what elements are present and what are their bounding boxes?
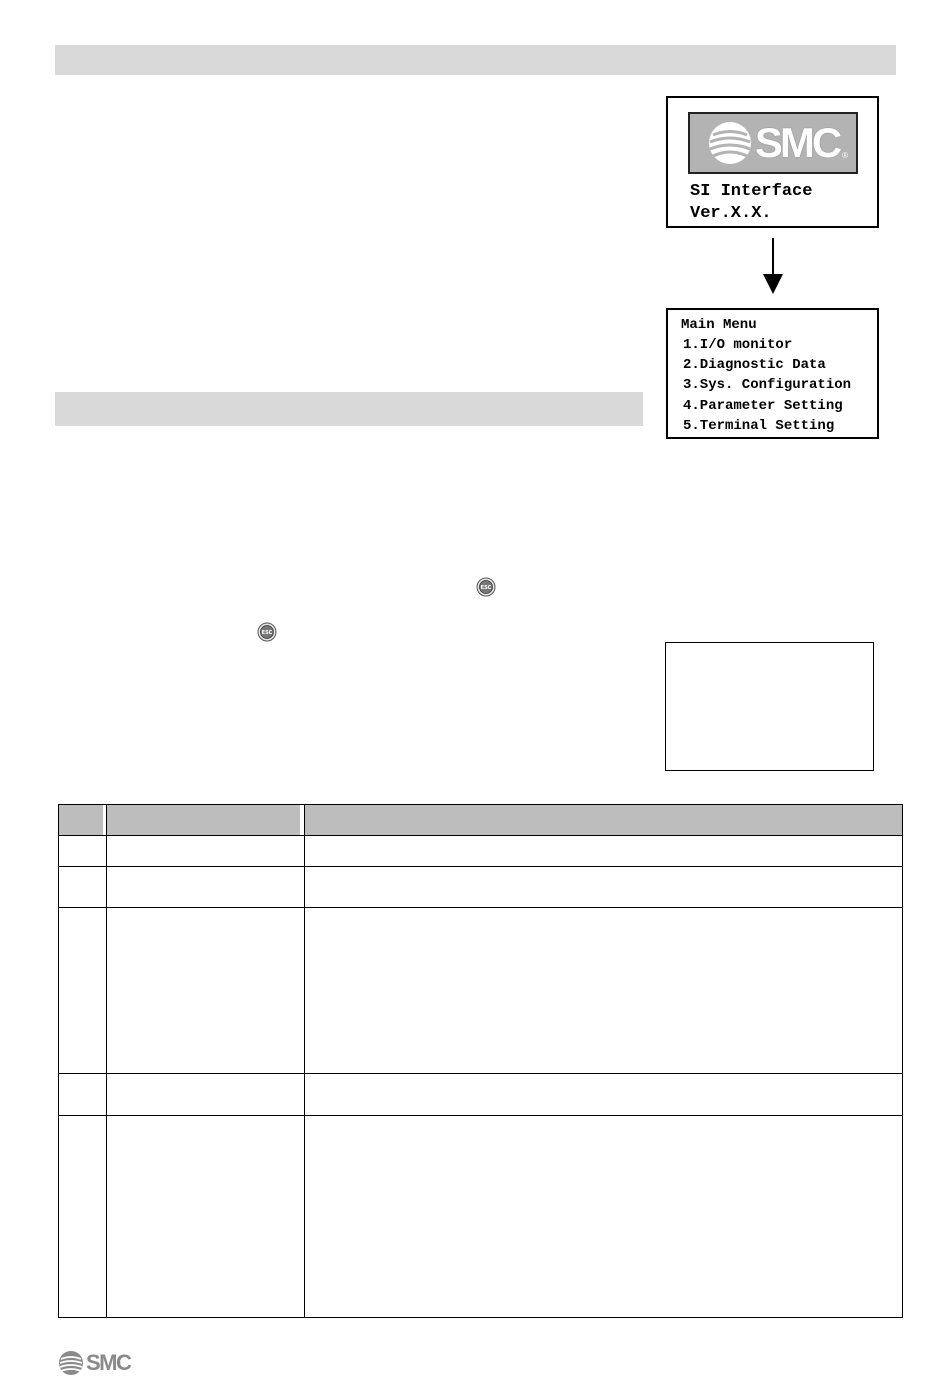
logo-text: SMC <box>754 119 840 166</box>
splash-screen-display <box>666 96 879 228</box>
table-column-divider <box>304 805 305 1317</box>
table-column-divider <box>106 805 107 1317</box>
menu-item-diagnostic-data[interactable]: 2.Diagnostic Data <box>683 357 826 373</box>
blank-display <box>665 642 874 771</box>
menu-item-io-monitor[interactable]: 1.I/O monitor <box>683 337 793 353</box>
svg-text:ESC: ESC <box>480 585 492 592</box>
splash-version: Ver.X.X. <box>690 204 772 223</box>
section-header-bar <box>55 45 896 75</box>
footer-logo-text: SMC <box>86 1350 131 1375</box>
table-row <box>59 835 902 836</box>
esc-key-icon <box>476 577 496 597</box>
main-menu-display <box>666 308 879 439</box>
table-row <box>59 1115 902 1116</box>
registered-mark: ® <box>842 151 848 160</box>
smc-logo-icon <box>688 112 858 174</box>
splash-title: SI Interface <box>690 182 813 201</box>
table-row <box>59 1073 902 1074</box>
logo-swirl-icon <box>58 1350 84 1376</box>
esc-key-icon <box>257 622 277 642</box>
subsection-header-bar <box>55 392 643 426</box>
menu-description-table <box>58 804 903 1318</box>
footer-smc-logo-icon <box>58 1350 148 1376</box>
menu-item-parameter-setting[interactable]: 4.Parameter Setting <box>683 398 843 414</box>
menu-item-terminal-setting[interactable]: 5.Terminal Setting <box>683 418 835 434</box>
menu-item-sys-configuration[interactable]: 3.Sys. Configuration <box>683 377 852 393</box>
table-row <box>59 907 902 908</box>
main-menu-title: Main Menu <box>681 317 757 333</box>
table-header-row <box>59 805 902 835</box>
arrow-down-icon <box>762 238 784 294</box>
table-row <box>59 866 902 867</box>
logo-swirl-icon <box>707 120 753 166</box>
svg-text:ESC: ESC <box>261 630 273 637</box>
